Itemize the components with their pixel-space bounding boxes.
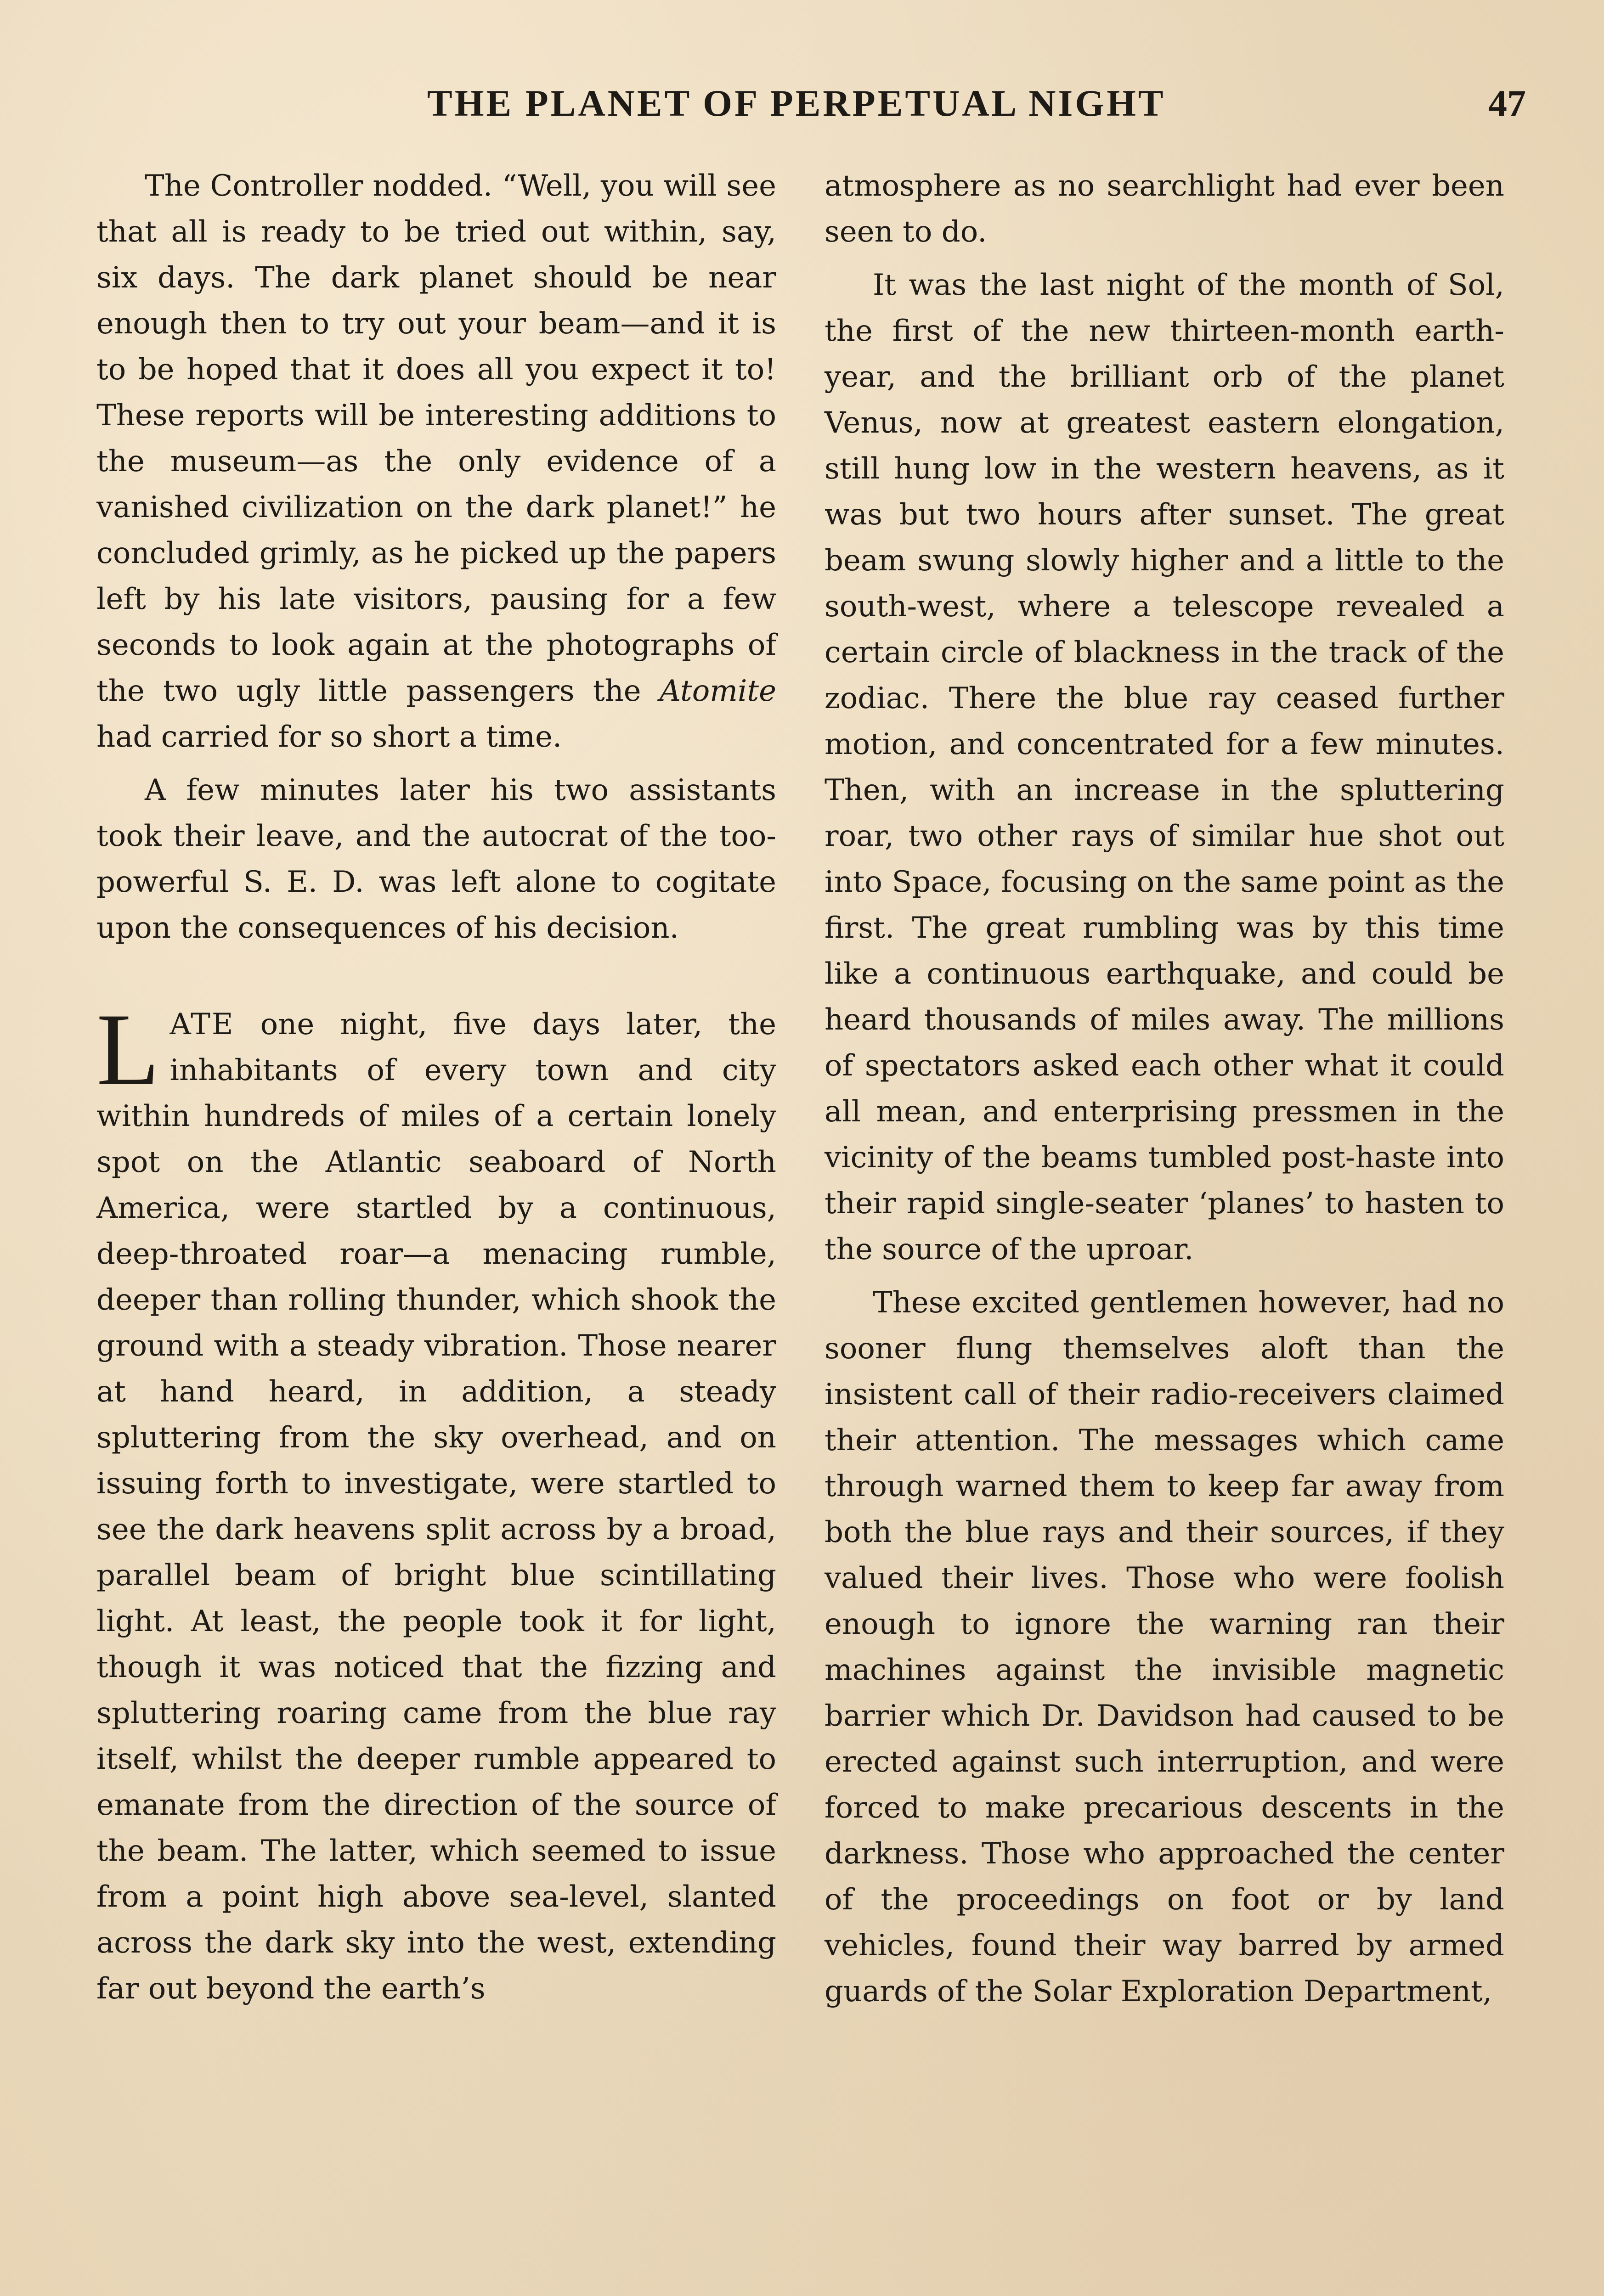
drop-cap-rest: ATE [169, 1007, 235, 1041]
paragraph-text: one night, five days later, the inhabitants of every town and city within hundreds of miles of a certain lonely spot on the Atlantic seaboard of North America, were startled by a continuous, deep-throated roar—a menacing rumble, deeper than rolling thunder, which shook the ground with a steady vibration. Those nearer at hand heard, in addition, a steady spluttering from the sky overhead, and on issuing forth to investigate, were startled to see the dark heavens split across by a broad, parallel beam of bright blue scintillating light. At least, the people took it for light, though it was noticed that the fizzing and spluttering roaring came from the blue ray itself, whilst the deeper rumble appeared to emanate from the direction of the source of the beam. The latter, which seemed to issue from a point high above sea-level, slanted across the dark sky into the west, extending far out beyond the earth’s [96, 1007, 776, 2006]
left-column [96, 163, 776, 2012]
right-column [825, 163, 1504, 2015]
paragraph-atmosphere: atmosphere as no searchlight had ever been seen to do. [825, 169, 1504, 249]
paragraph-text: had carried for so short a time. [96, 720, 562, 754]
paragraph-controller-nodded [96, 163, 776, 760]
paragraph-last-night-of-sol: It was the last night of the month of Sol, the first of the new thirteen-month earth-year, and the brilliant orb of the planet Venus, now at greatest eastern elongation, still hung low in the western heavens, as it was but two hours after sunset. The great beam swung slowly higher and a little to the south-west, where a telescope revealed a certain circle of blackness in the track of the zodiac. There the blue ray ceased further motion, and concentrated for a few minutes. Then, with an increase in the spluttering roar, two other rays of similar hue shot out into Space, focusing on the same point as the first. The great rumbling was by this time like a continuous earthquake, and could be heard thousands of miles away. The millions of spectators asked each other what it could all mean, and enterprising pressmen in the vicinity of the beams tumbled post-haste into their rapid single-seater ‘planes’ to hasten to the source of the uproar. [825, 268, 1504, 1266]
paragraph-text: The Controller nodded. “Well, you will see that all is ready to be tried out within, say, six days. The dark planet should be near enough then to try out your beam—and it is to be hoped that it does all you expect it to! These reports will be interesting additions to the museum—as the only evidence of a vanished civilization on the dark planet!” he concluded grimly, as he picked up the papers left by his late visitors, pausing for a few seconds to look again at the photographs of the two ugly little passengers the [96, 169, 776, 708]
ship-name: Atomite [659, 674, 776, 708]
paragraph-assistants-leave: A few minutes later his two assistants took their leave, and the autocrat of the too-powerful S. E. D. was left alone to cogitate upon the consequences of his decision. [96, 773, 776, 945]
drop-cap: L [96, 992, 160, 1107]
paragraph-excited-gentlemen: These excited gentlemen however, had no sooner flung themselves aloft than the insistent call of their radio-receivers claimed their attention. The messages which came through warned them to keep far away from both the blue rays and their sources, if they valued their lives. Those who were foolish enough to ignore the warning ran their machines against the invisible magnetic barrier which Dr. Davidson had caused to be erected against such interruption, and were forced to make precarious descents in the darkness. Those who approached the center of the proceedings on foot or by land vehicles, found their way barred by armed guards of the Solar Exploration Department, [825, 1286, 1504, 2009]
page-header [92, 78, 1526, 129]
paragraph-late-one-night [96, 992, 776, 2012]
running-title: THE PLANET OF PERPETUAL NIGHT [427, 82, 1166, 124]
page-number: 47 [1488, 82, 1526, 124]
